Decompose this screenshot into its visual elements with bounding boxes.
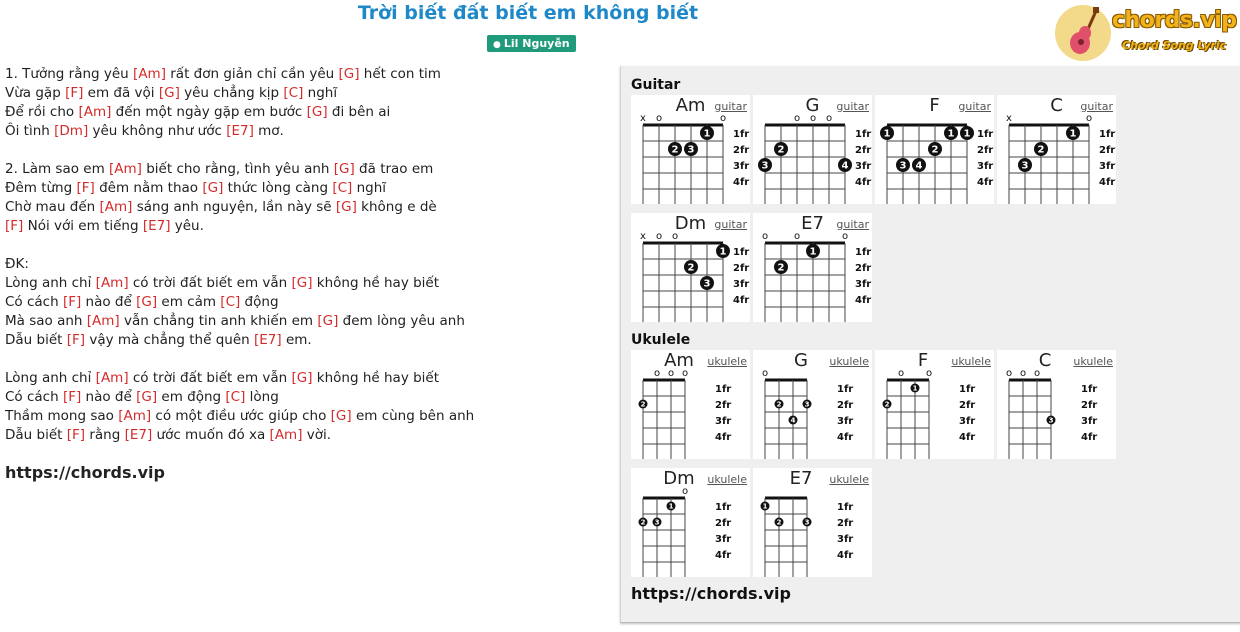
chord-link[interactable]: [F] — [66, 427, 86, 443]
lyric-text: yêu chẳng kịp — [179, 85, 284, 101]
ukulele-chord-E7[interactable] — [753, 468, 872, 577]
logo-text: chords.vip — [1112, 8, 1237, 33]
lyric-text: Có cách — [5, 294, 63, 310]
finger-number: 2 — [776, 400, 782, 409]
ukulele-chord-Dm[interactable] — [631, 468, 750, 577]
song-title: Trời biết đất biết em không biết — [357, 2, 699, 24]
lyric-text: động — [240, 294, 279, 310]
muted-string-marker: x — [1006, 113, 1012, 124]
chord-link[interactable]: [G] — [291, 370, 313, 386]
open-string-marker: o — [1085, 113, 1093, 124]
lyric-text: đem lòng yêu anh — [338, 313, 465, 329]
lyric-text: nghĩ — [303, 85, 338, 101]
fret-label: 4fr — [1081, 432, 1098, 443]
fret-label: 4fr — [837, 550, 854, 561]
lyric-text: rằng — [85, 427, 125, 443]
fret-label: 2fr — [959, 400, 976, 411]
chord-link[interactable]: [C] — [332, 180, 353, 196]
ukulele-link[interactable]: ukulele — [707, 355, 747, 368]
open-string-marker: o — [1005, 368, 1013, 379]
chord-link[interactable]: [E7] — [254, 332, 282, 348]
open-string-marker: o — [653, 368, 661, 379]
chord-link[interactable]: [Am] — [78, 104, 112, 120]
finger-number: 3 — [761, 160, 769, 172]
lyric-text: 1. Tưởng rằng yêu — [5, 66, 134, 82]
chord-name: Am — [664, 350, 694, 371]
lyric-line — [5, 426, 605, 445]
finger-number: 3 — [654, 518, 660, 527]
lyric-text: Dẫu biết — [5, 427, 67, 443]
lyric-line — [5, 84, 605, 103]
fret-label: 2fr — [977, 145, 994, 156]
finger-number: 3 — [1048, 416, 1054, 425]
chord-link[interactable]: [Am] — [109, 161, 142, 177]
ukulele-link[interactable]: ukulele — [829, 473, 869, 486]
chord-name: E7 — [789, 468, 813, 489]
chord-link[interactable]: [G] — [306, 104, 328, 120]
chord-link[interactable]: [F] — [62, 294, 82, 310]
chord-name: C — [1050, 95, 1063, 116]
chord-link[interactable]: [G] — [335, 199, 357, 215]
fret-label: 4fr — [733, 177, 750, 188]
chord-name: C — [1038, 350, 1052, 371]
guitar-link[interactable]: guitar — [714, 218, 747, 231]
fret-label: 3fr — [855, 161, 872, 172]
chord-name: Dm — [674, 213, 707, 234]
fret-label: 2fr — [837, 400, 854, 411]
lyric-line — [5, 236, 605, 255]
lyric-text: đi bên ai — [327, 104, 391, 120]
fret-label: 1fr — [1099, 129, 1116, 140]
lyric-text: 2. Làm sao em — [5, 161, 110, 177]
fret-label: 2fr — [1099, 145, 1116, 156]
lyric-text: có trời đất biết em vẫn — [128, 275, 292, 291]
finger-number: 1 — [762, 502, 768, 511]
open-string-marker: o — [761, 231, 769, 242]
guitar-section-label: Guitar — [631, 77, 681, 93]
lyric-text: Vừa gặp — [5, 85, 66, 101]
open-string-marker: o — [681, 368, 689, 379]
chord-link[interactable]: [Am] — [95, 370, 129, 386]
guitar-chord-C[interactable] — [997, 95, 1116, 204]
chord-link[interactable]: [E7] — [226, 123, 254, 139]
lyric-text: nào để — [81, 389, 137, 405]
lyric-text: lòng — [245, 389, 279, 405]
finger-number: 2 — [776, 518, 782, 527]
chord-name: F — [929, 95, 940, 116]
finger-number: 4 — [790, 416, 796, 425]
fret-label: 4fr — [715, 550, 732, 561]
open-string-marker: o — [671, 231, 679, 242]
lyric-text: Nói với em tiếng — [23, 218, 143, 234]
chord-link[interactable]: [G] — [136, 294, 158, 310]
site-url-panel[interactable]: https://chords.vip — [631, 584, 791, 603]
lyric-line — [5, 293, 605, 312]
fret-label: 1fr — [855, 129, 872, 140]
lyric-text: yêu. — [170, 218, 204, 234]
guitar-chord-F[interactable] — [875, 95, 994, 204]
finger-number: 3 — [1021, 160, 1029, 172]
chord-link[interactable]: [G] — [291, 275, 313, 291]
lyric-text: thức lòng càng — [223, 180, 333, 196]
finger-number: 2 — [931, 144, 939, 156]
finger-number: 2 — [1037, 144, 1045, 156]
user-icon: ● — [493, 40, 501, 50]
lyric-line — [5, 160, 605, 179]
open-string-marker: o — [809, 113, 817, 124]
fret-label: 3fr — [837, 534, 854, 545]
fret-label: 3fr — [837, 416, 854, 427]
chord-link[interactable]: [G] — [158, 85, 180, 101]
lyric-text: em đã vội — [83, 85, 159, 101]
chord-name: E7 — [801, 213, 824, 234]
lyric-line — [5, 350, 605, 369]
guitar-chord-G[interactable] — [753, 95, 872, 204]
fret-label: 1fr — [1081, 384, 1098, 395]
lyric-line — [5, 217, 605, 236]
chord-name: Am — [675, 95, 706, 116]
chord-link[interactable]: [E7] — [124, 427, 153, 443]
chord-link[interactable]: [Am] — [86, 313, 120, 329]
lyric-text: đến một ngày gặp em bước — [111, 104, 307, 120]
guitar-link[interactable]: guitar — [1080, 100, 1113, 113]
fret-label: 2fr — [855, 263, 872, 274]
lyric-text: Để rồi cho — [5, 104, 79, 120]
lyrics-block — [5, 65, 605, 445]
lyric-text: vẫn chẳng tin anh khiến em — [119, 313, 318, 329]
lyric-text: Thầm mong sao — [5, 408, 119, 424]
fret-label: 3fr — [1081, 416, 1098, 427]
lyric-text: ước muốn đó xa — [152, 427, 270, 443]
chord-link[interactable]: [F] — [65, 85, 84, 101]
fret-label: 3fr — [715, 534, 732, 545]
ukulele-link[interactable]: ukulele — [829, 355, 869, 368]
chord-link[interactable]: [Am] — [99, 199, 133, 215]
chord-link[interactable]: [F] — [66, 332, 86, 348]
finger-number: 1 — [1069, 128, 1077, 140]
fret-label: 3fr — [977, 161, 994, 172]
lyric-text: nghĩ — [352, 180, 387, 196]
lyric-text: hết con tim — [359, 66, 441, 82]
lyric-text: Chờ mau đến — [5, 199, 100, 215]
lyric-line — [5, 255, 605, 274]
finger-number: 2 — [777, 144, 785, 156]
lyric-text: vời. — [302, 427, 332, 443]
ukulele-chord-Am[interactable] — [631, 350, 750, 459]
ukulele-chord-C[interactable] — [997, 350, 1116, 459]
chord-link[interactable]: [Am] — [269, 427, 303, 443]
fret-label: 4fr — [733, 295, 750, 306]
ukulele-link[interactable]: ukulele — [951, 355, 991, 368]
lyric-text: em. — [281, 332, 312, 348]
finger-number: 1 — [703, 128, 711, 140]
guitar-chord-E7[interactable] — [753, 213, 872, 322]
open-string-marker: o — [1019, 368, 1027, 379]
guitar-link[interactable]: guitar — [836, 218, 869, 231]
finger-number: 2 — [640, 518, 646, 527]
lyric-line — [5, 312, 605, 331]
chord-link[interactable]: [Am] — [118, 408, 152, 424]
fret-label: 1fr — [855, 247, 872, 258]
lyric-line — [5, 65, 605, 84]
finger-number: 1 — [809, 246, 817, 258]
lyric-text: không hề hay biết — [312, 275, 440, 291]
open-string-marker: o — [667, 368, 675, 379]
guitar-chord-Dm[interactable] — [631, 213, 750, 322]
site-url[interactable]: https://chords.vip — [5, 463, 165, 482]
chord-link[interactable]: [E7] — [142, 218, 171, 234]
lyric-text: biết cho rằng, tình yêu anh — [141, 161, 334, 177]
lyric-line — [5, 407, 605, 426]
open-string-marker: o — [1033, 368, 1041, 379]
finger-number: 2 — [884, 400, 890, 409]
fret-label: 1fr — [977, 129, 994, 140]
lyric-line — [5, 274, 605, 293]
fret-label: 3fr — [1099, 161, 1116, 172]
chord-link[interactable]: [F] — [5, 218, 24, 234]
fret-label: 2fr — [715, 518, 732, 529]
fret-label: 2fr — [1081, 400, 1098, 411]
chord-panel — [620, 66, 1240, 623]
chord-link[interactable]: [Am] — [133, 66, 166, 82]
open-string-marker: o — [825, 113, 833, 124]
lyric-text: Có cách — [5, 389, 63, 405]
finger-number: 1 — [912, 384, 918, 393]
fret-label: 2fr — [733, 145, 750, 156]
chord-name: G — [805, 95, 820, 116]
lyric-text: nào để — [81, 294, 137, 310]
lyric-text: Lòng anh chỉ — [5, 370, 96, 386]
fret-label: 3fr — [733, 161, 750, 172]
chord-link[interactable]: [G] — [330, 408, 352, 424]
logo-tagline: Chord Song Lyric — [1122, 39, 1227, 52]
lyric-line — [5, 331, 605, 350]
finger-number: 1 — [947, 128, 955, 140]
lyric-text: ĐK: — [5, 256, 29, 272]
finger-number: 1 — [668, 502, 674, 511]
lyric-text: đêm nằm thao — [94, 180, 203, 196]
open-string-marker: o — [655, 113, 663, 124]
lyric-line — [5, 103, 605, 122]
chord-link[interactable]: [G] — [202, 180, 224, 196]
finger-number: 2 — [687, 262, 695, 274]
chord-link[interactable]: [F] — [76, 180, 95, 196]
fret-label: 1fr — [715, 384, 732, 395]
lyric-text: Dẫu biết — [5, 332, 67, 348]
finger-number: 3 — [804, 518, 810, 527]
lyric-text: Lòng anh chỉ — [5, 275, 96, 291]
ukulele-link[interactable]: ukulele — [1073, 355, 1113, 368]
open-string-marker: o — [655, 231, 663, 242]
fret-label: 3fr — [959, 416, 976, 427]
site-logo[interactable] — [1054, 3, 1237, 63]
ukulele-chord-F[interactable] — [875, 350, 994, 459]
open-string-marker: o — [681, 486, 689, 497]
lyric-text: yêu không như ước — [88, 123, 227, 139]
fret-label: 1fr — [733, 129, 750, 140]
chord-link[interactable]: [Dm] — [54, 123, 89, 139]
chord-link[interactable]: [G] — [136, 389, 158, 405]
lyric-text: vậy mà chẳng thể quên — [85, 332, 254, 348]
fret-label: 2fr — [855, 145, 872, 156]
open-string-marker: o — [841, 231, 849, 242]
chord-name: G — [794, 350, 808, 371]
lyric-text: Ôi tình — [5, 123, 55, 139]
chord-link[interactable]: [F] — [62, 389, 82, 405]
chord-link[interactable]: [G] — [333, 161, 355, 177]
lyric-text: đã trao em — [354, 161, 434, 177]
lyric-line — [5, 141, 605, 160]
lyric-text: rất đơn giản chỉ cần yêu — [165, 66, 339, 82]
chord-link[interactable]: [C] — [225, 389, 246, 405]
chord-name: Dm — [663, 468, 695, 489]
finger-number: 4 — [841, 160, 849, 172]
finger-number: 3 — [804, 400, 810, 409]
finger-number: 2 — [777, 262, 785, 274]
fret-label: 4fr — [715, 432, 732, 443]
fret-label: 4fr — [959, 432, 976, 443]
chord-link[interactable]: [C] — [283, 85, 304, 101]
lyric-text: có trời đất biết em vẫn — [128, 370, 292, 386]
finger-number: 1 — [883, 128, 891, 140]
artist-name: Lil Nguyễn — [503, 37, 570, 50]
finger-number: 1 — [719, 246, 727, 258]
ukulele-link[interactable]: ukulele — [707, 473, 747, 486]
lyric-line — [5, 369, 605, 388]
fret-label: 3fr — [733, 279, 750, 290]
fret-label: 1fr — [959, 384, 976, 395]
fret-label: 2fr — [837, 518, 854, 529]
lyric-line — [5, 198, 605, 217]
fret-label: 1fr — [733, 247, 750, 258]
finger-number: 2 — [671, 144, 679, 156]
lyric-text: em động — [157, 389, 226, 405]
chord-link[interactable]: [C] — [220, 294, 241, 310]
fret-label: 1fr — [837, 502, 854, 513]
finger-number: 3 — [703, 278, 711, 290]
chord-link[interactable]: [Am] — [95, 275, 129, 291]
ukulele-chord-G[interactable] — [753, 350, 872, 459]
finger-number: 4 — [915, 160, 923, 172]
open-string-marker: o — [719, 113, 727, 124]
open-string-marker: o — [925, 368, 933, 379]
open-string-marker: o — [793, 231, 801, 242]
finger-number: 3 — [687, 144, 695, 156]
lyric-text: không e dè — [356, 199, 437, 215]
fret-label: 4fr — [977, 177, 994, 188]
open-string-marker: o — [793, 113, 801, 124]
guitar-link[interactable]: guitar — [714, 100, 747, 113]
guitar-chord-Am[interactable] — [631, 95, 750, 204]
chord-link[interactable]: [G] — [317, 313, 339, 329]
finger-number: 3 — [899, 160, 907, 172]
open-string-marker: o — [897, 368, 905, 379]
fret-label: 4fr — [837, 432, 854, 443]
finger-number: 2 — [640, 400, 646, 409]
open-string-marker: o — [761, 368, 769, 379]
lyric-text: Mà sao anh — [5, 313, 87, 329]
ukulele-section-label: Ukulele — [631, 332, 691, 348]
fret-label: 4fr — [1099, 177, 1116, 188]
lyric-line — [5, 122, 605, 141]
fret-label: 1fr — [715, 502, 732, 513]
guitar-link[interactable]: guitar — [836, 100, 869, 113]
fret-label: 4fr — [855, 177, 872, 188]
fret-label: 4fr — [855, 295, 872, 306]
lyric-text: Đêm từng — [5, 180, 77, 196]
lyric-text: em cảm — [157, 294, 221, 310]
chord-link[interactable]: [G] — [338, 66, 360, 82]
fret-label: 2fr — [715, 400, 732, 411]
chord-name: F — [917, 350, 929, 371]
lyric-line — [5, 388, 605, 407]
lyric-text: em cùng bên anh — [351, 408, 475, 424]
muted-string-marker: x — [640, 113, 646, 124]
fret-label: 2fr — [733, 263, 750, 274]
lyric-text: sáng anh nguyện, lần này sẽ — [132, 199, 336, 215]
lyric-text: mơ. — [253, 123, 284, 139]
guitar-logo-icon — [1054, 3, 1114, 63]
fret-label: 3fr — [715, 416, 732, 427]
artist-badge[interactable] — [487, 35, 576, 52]
lyric-text: có một điều ước giúp cho — [151, 408, 331, 424]
lyric-text: không hề hay biết — [312, 370, 440, 386]
lyric-line — [5, 179, 605, 198]
fret-label: 1fr — [837, 384, 854, 395]
guitar-link[interactable]: guitar — [958, 100, 991, 113]
muted-string-marker: x — [640, 231, 646, 242]
finger-number: 1 — [963, 128, 971, 140]
fret-label: 3fr — [855, 279, 872, 290]
